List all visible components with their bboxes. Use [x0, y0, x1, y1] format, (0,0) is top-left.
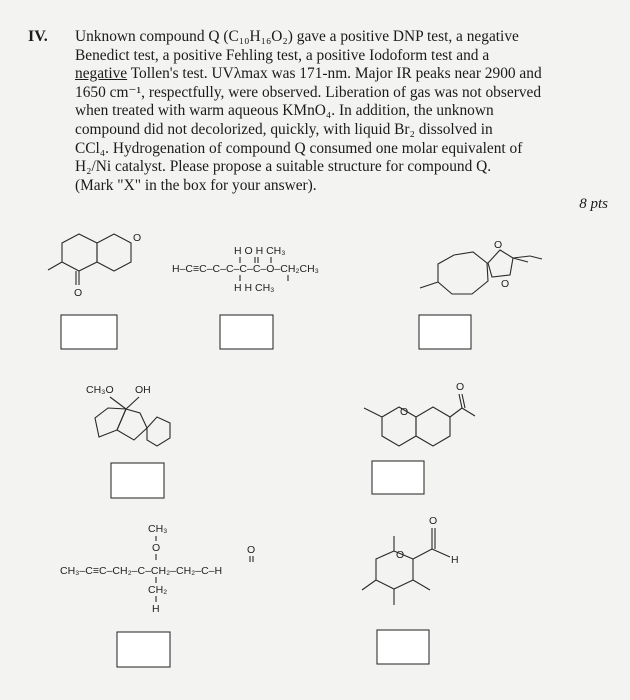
structure-option-6: [60, 523, 255, 615]
structure-option-3: [420, 239, 542, 294]
question-line: CCl₄. Hydrogenation of compound Q consumed one molar equivalent of: [75, 139, 523, 157]
question-line: when treated with warm aqueous KMnO₄. In addition, the unknown: [75, 102, 494, 120]
hydroxyl-label: OH: [135, 384, 151, 396]
points-value: 8 pts: [579, 196, 608, 212]
methyl-label: CH₃: [148, 523, 168, 535]
question-line: Benedict test, a positive Fehling test, a positive Iodoform test and a: [75, 46, 490, 64]
answer-box-3[interactable]: [419, 315, 471, 349]
question-line: 1650 cm⁻¹, respectfully, were observed. Liberation of gas was not observed: [75, 83, 542, 101]
oxygen-label: O: [74, 287, 83, 299]
oxygen-label: O: [400, 406, 409, 418]
structure-main-chain: CH₃–C≡C–CH₂–C–CH₂–CH₂–C–H: [60, 565, 223, 577]
oxygen-label: O: [456, 381, 465, 393]
question-line: (Mark "X" in the box for your answer).: [75, 176, 317, 194]
question-line: H₂/Ni catalyst. Please propose a suitable structure for compound Q.: [75, 158, 492, 176]
structure-option-7: [362, 515, 459, 605]
structure-top-row: H O H CH₃: [234, 245, 286, 257]
question-line: Unknown compound Q (C₁₀H₁₆O₂) gave a positive DNP test, a negative: [75, 28, 519, 45]
carbonyl-oxygen-label: O: [247, 544, 256, 556]
answer-box-2[interactable]: [220, 315, 273, 349]
structure-option-2: [172, 245, 319, 294]
methylene-label: CH₂: [148, 584, 168, 596]
answer-box-6[interactable]: [117, 632, 170, 667]
structure-option-5: [364, 381, 475, 446]
oxygen-label: O: [396, 549, 405, 561]
structure-bottom-row: H H CH₃: [234, 282, 275, 294]
oxygen-label: O: [133, 232, 142, 244]
question-number: IV.: [28, 28, 48, 45]
oxygen-label: O: [152, 542, 161, 554]
oxygen-label: O: [501, 278, 510, 290]
question-line: compound did not decolorized, quickly, with liquid Br₂ dissolved in: [75, 120, 493, 138]
oxygen-label: O: [429, 515, 438, 527]
structure-option-4: [86, 384, 170, 446]
oxygen-label: O: [494, 239, 503, 251]
hydrogen-label: H: [451, 554, 459, 566]
hydrogen-label: H: [152, 603, 160, 615]
answer-box-7[interactable]: [377, 630, 429, 664]
answer-box-1[interactable]: [61, 315, 117, 349]
question-line: negative Tollen's test. UVλmax was 171-nm. Major IR peaks near 2900 and: [75, 65, 542, 83]
answer-box-4[interactable]: [111, 463, 164, 498]
underlined-word: negative: [75, 65, 128, 83]
structure-main-chain: H–C≡C–C–C–C–C–O–CH₂CH₃: [172, 263, 319, 275]
methoxy-label: CH₃O: [86, 384, 114, 396]
answer-box-5[interactable]: [372, 461, 424, 494]
structure-option-1: [48, 232, 141, 299]
